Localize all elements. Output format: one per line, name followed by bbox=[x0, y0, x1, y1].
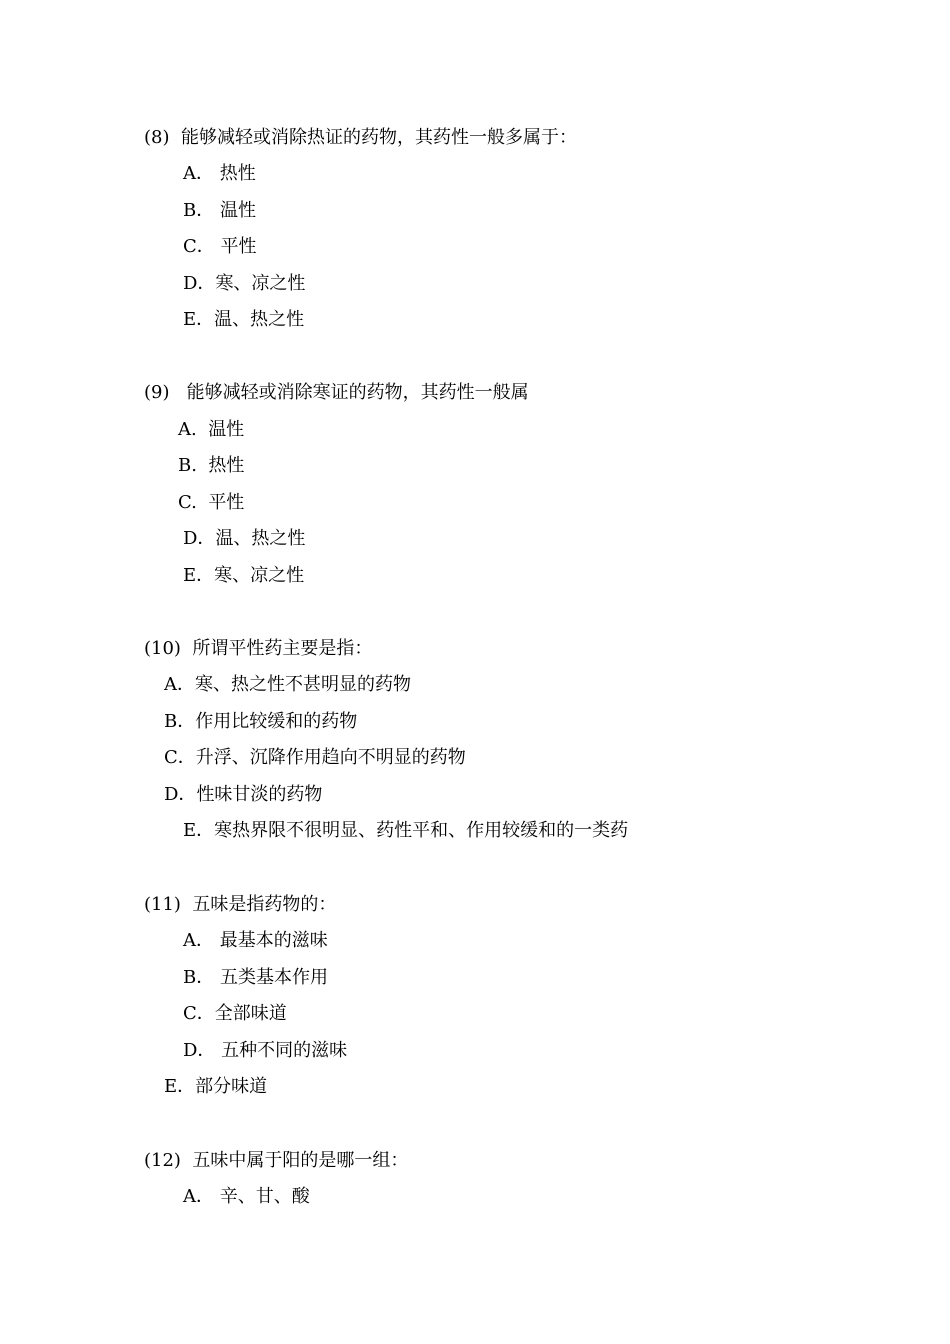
option-text: 寒、热之性不甚明显的药物 bbox=[195, 674, 411, 695]
option bbox=[183, 930, 328, 952]
option-letter: A． bbox=[183, 930, 214, 951]
option bbox=[183, 163, 256, 185]
option-text: 部分味道 bbox=[195, 1076, 268, 1097]
question-9 bbox=[144, 382, 529, 404]
question-text: 能够减轻或消除热证的药物，其药性一般多属于： bbox=[180, 127, 577, 148]
option-letter: C． bbox=[183, 236, 215, 257]
option-letter: E． bbox=[183, 309, 215, 330]
option-letter: E． bbox=[164, 1076, 196, 1097]
option bbox=[183, 820, 628, 842]
option-letter: D． bbox=[183, 273, 216, 294]
question-11 bbox=[144, 894, 336, 916]
option-letter: B． bbox=[183, 967, 215, 988]
option-text: 升浮、沉降作用趋向不明显的药物 bbox=[195, 747, 466, 768]
option bbox=[164, 674, 411, 696]
option bbox=[164, 711, 357, 733]
option-text: 寒、凉之性 bbox=[214, 565, 305, 586]
question-12 bbox=[144, 1150, 408, 1172]
option bbox=[164, 747, 466, 769]
option bbox=[183, 1186, 310, 1208]
option bbox=[178, 455, 244, 477]
option-letter: E． bbox=[183, 565, 215, 586]
question-number: (12) bbox=[144, 1150, 181, 1171]
question-text: 能够减轻或消除寒证的药物，其药性一般属 bbox=[186, 382, 529, 403]
option bbox=[178, 419, 244, 441]
option-text: 温性 bbox=[219, 200, 256, 221]
question-number: (10) bbox=[144, 638, 181, 659]
question-number: (9) bbox=[144, 382, 170, 403]
option bbox=[183, 200, 256, 222]
option-text: 温性 bbox=[208, 419, 245, 440]
option bbox=[183, 967, 328, 989]
option-letter: A. bbox=[178, 419, 197, 440]
option-text: 性味甘淡的药物 bbox=[196, 784, 323, 805]
option bbox=[164, 1076, 267, 1098]
option-text: 辛、甘、酸 bbox=[219, 1186, 310, 1207]
option-letter: A． bbox=[183, 1186, 214, 1207]
question-10 bbox=[144, 638, 372, 660]
option bbox=[183, 309, 304, 331]
option bbox=[183, 528, 305, 550]
option-text: 全部味道 bbox=[214, 1003, 287, 1024]
option-letter: C． bbox=[183, 1003, 215, 1024]
option-text: 寒、凉之性 bbox=[215, 273, 306, 294]
option-letter: B． bbox=[164, 711, 196, 732]
option bbox=[183, 273, 305, 295]
option-letter: E． bbox=[183, 820, 215, 841]
option-text: 寒热界限不很明显、药性平和、作用较缓和的一类药 bbox=[214, 820, 629, 841]
option-text: 五类基本作用 bbox=[219, 967, 328, 988]
option-text: 平性 bbox=[208, 492, 245, 513]
option-text: 热性 bbox=[219, 163, 256, 184]
option-text: 作用比较缓和的药物 bbox=[195, 711, 358, 732]
option-letter: A． bbox=[164, 674, 195, 695]
option-text: 热性 bbox=[208, 455, 245, 476]
question-number: (8) bbox=[144, 127, 170, 148]
question-text: 所谓平性药主要是指： bbox=[192, 638, 373, 659]
option-letter: A． bbox=[183, 163, 214, 184]
option-text: 五种不同的滋味 bbox=[221, 1040, 348, 1061]
option-letter: D． bbox=[164, 784, 197, 805]
option-letter: D． bbox=[183, 1040, 216, 1061]
option-letter: C． bbox=[164, 747, 196, 768]
option-text: 温、热之性 bbox=[215, 528, 306, 549]
option bbox=[183, 1003, 287, 1025]
option-letter: B. bbox=[178, 455, 197, 476]
option-letter: B． bbox=[183, 200, 215, 221]
option bbox=[183, 236, 257, 258]
option bbox=[178, 492, 244, 514]
option-text: 平性 bbox=[220, 236, 257, 257]
option-letter: C. bbox=[178, 492, 197, 513]
question-text: 五味是指药物的： bbox=[192, 894, 337, 915]
option-letter: D． bbox=[183, 528, 216, 549]
option bbox=[183, 1040, 347, 1062]
option bbox=[164, 784, 322, 806]
option bbox=[183, 565, 304, 587]
option-text: 最基本的滋味 bbox=[219, 930, 328, 951]
question-text: 五味中属于阳的是哪一组： bbox=[192, 1150, 409, 1171]
question-8 bbox=[144, 127, 577, 149]
option-text: 温、热之性 bbox=[214, 309, 305, 330]
question-number: (11) bbox=[144, 894, 181, 915]
